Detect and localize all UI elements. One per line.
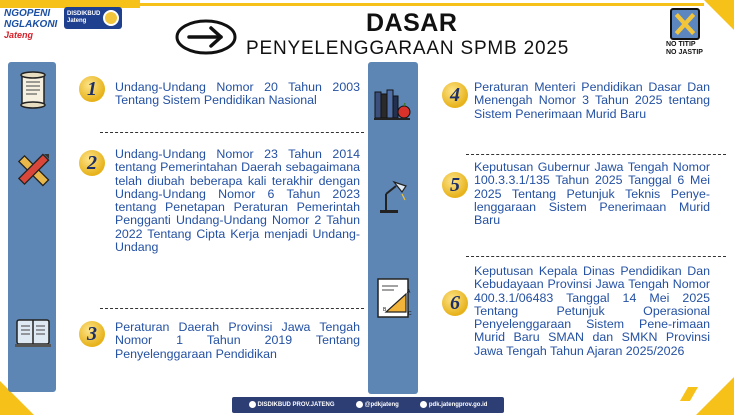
scroll-icon xyxy=(13,70,53,110)
no-titip-badge: NO TITIP NO JASTIP xyxy=(666,8,704,60)
item-number-4: 4 xyxy=(442,82,468,108)
seal-icon xyxy=(103,10,119,26)
corner-decoration-bottom-right xyxy=(696,377,734,415)
item-text-2: Undang-Undang Nomor 23 Tahun 2014 tentang Pemerintahan Daerah sebagaimana telah diubah beberapa kali terakhir dengan Undang-Undang Nomor 6 Tahun 2023 tentang Penetapan Peraturan Pemerintah Pengganti Undang-Undang Nomor 2 Tahun 2022 Tentang Cipta Kerja menjadi Undang-Undang xyxy=(115,147,360,255)
page-subtitle: PENYELENGGARAAN SPMB 2025 xyxy=(246,38,570,59)
arrow-right-circle-icon xyxy=(175,19,237,55)
item-text-6: Keputusan Kepala Dinas Pendidikan Dan Kebudayaan Provinsi Jawa Tengah Nomor 400.3.1/06483 Tanggal 14 Mei 2025 Tentang Petunjuk Operasional Penyelenggaraan Sistem Pene-rimaan Murid Baru SMAN dan SMKN Provinsi Jawa Tengah Tahun Ajaran 2025/2026 xyxy=(474,264,710,358)
svg-text:C: C xyxy=(408,311,412,317)
item-text-1: Undang-Undang Nomor 20 Tahun 2003 Tentang Sistem Pendidikan Nasional xyxy=(115,80,360,108)
ruler-pencil-icon xyxy=(13,150,53,190)
item-number-3: 3 xyxy=(79,321,105,347)
item-number-1: 1 xyxy=(79,76,105,102)
open-book-icon xyxy=(13,312,53,352)
item-number-2: 2 xyxy=(79,150,105,176)
footer-website[interactable]: pdk.jatengprov.go.id xyxy=(420,401,488,408)
social-media-icon xyxy=(356,401,363,408)
svg-text:B: B xyxy=(383,307,387,313)
item-text-5: Keputusan Gubernur Jawa Tengah Nomor 100.3.3.1/135 Tahun 2025 Tanggal 6 Mei 2025 Tentang Petunjuk Teknis Penye-lenggaraan Sistem Penerimaan Murid Baru xyxy=(474,160,710,228)
item-text-4: Peraturan Menteri Pendidikan Dasar Dan Menengah Nomor 3 Tahun 2025 tentang Sistem Penerimaan Murid Baru xyxy=(474,80,710,121)
footer-youtube[interactable]: DISDIKBUD PROV.JATENG xyxy=(249,401,335,408)
item-text-3: Peraturan Daerah Provinsi Jawa Tengah Nomor 1 Tahun 2019 Tentang Penyelenggaraan Pendidikan xyxy=(115,320,360,361)
top-line-decoration xyxy=(133,3,704,6)
item-separator xyxy=(100,132,364,133)
desk-lamp-icon xyxy=(372,176,412,216)
globe-icon xyxy=(420,401,427,408)
page-title: DASAR xyxy=(366,9,458,37)
geometry-paper-icon xyxy=(372,276,416,320)
item-number-6: 6 xyxy=(442,290,468,316)
svg-text:A: A xyxy=(407,289,411,295)
item-separator xyxy=(466,154,726,155)
item-separator xyxy=(466,256,726,257)
item-number-5: 5 xyxy=(442,172,468,198)
books-apple-icon xyxy=(372,84,412,124)
item-separator xyxy=(100,308,364,309)
youtube-icon xyxy=(249,401,256,408)
footer-bar xyxy=(232,397,504,413)
ngopeni-logo: NGOPENI NGLAKONI Jateng xyxy=(4,8,58,40)
disdikbud-logo: DISDIKBUD Jateng xyxy=(64,7,122,29)
footer-social[interactable]: @pdkjateng xyxy=(356,401,399,408)
no-titip-icon xyxy=(670,8,700,40)
